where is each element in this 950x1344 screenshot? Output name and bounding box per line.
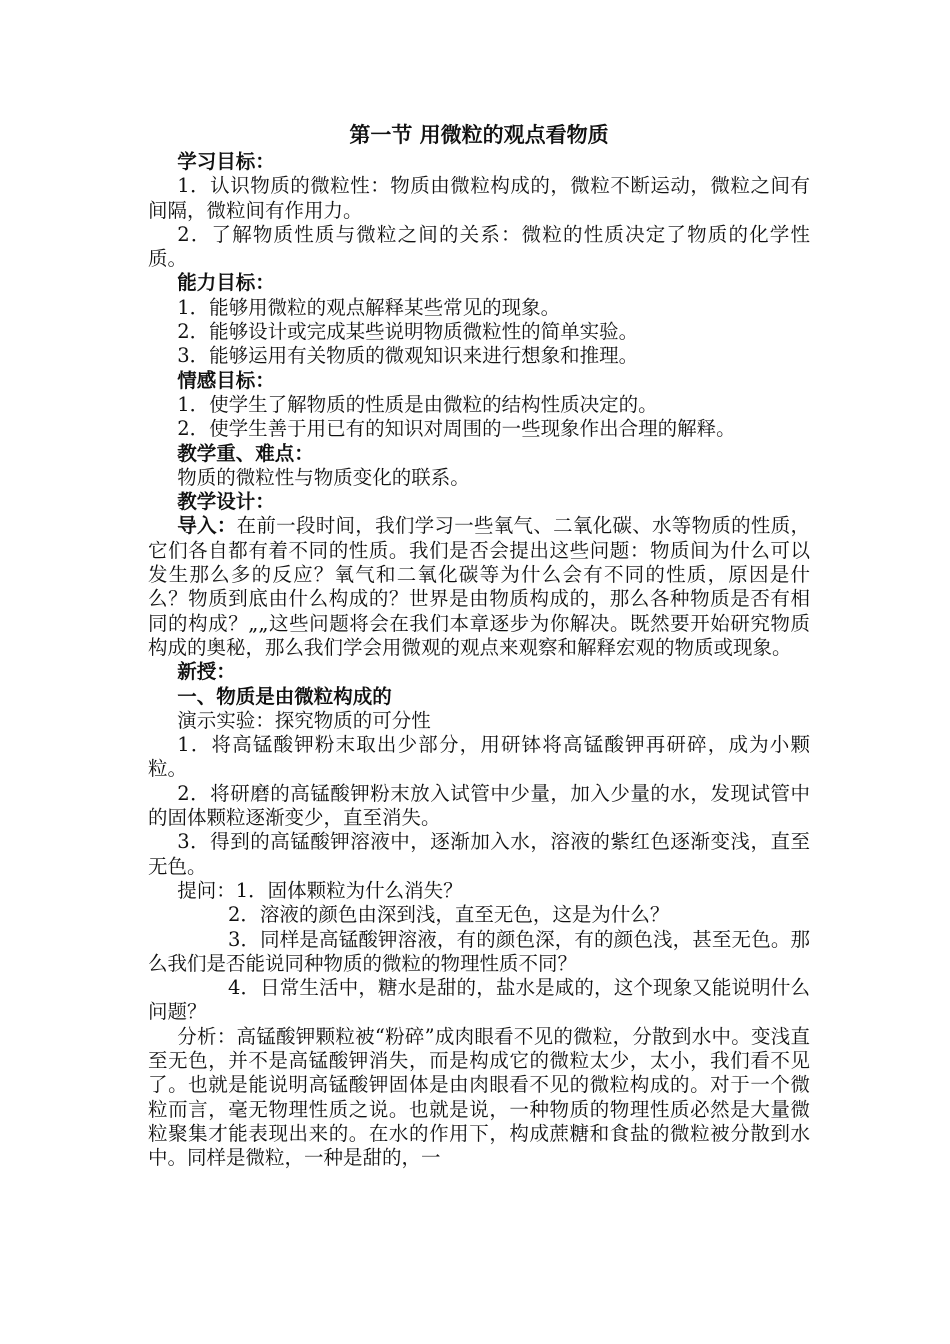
experiment-step: 3．得到的高锰酸钾溶液中，逐渐加入水，溶液的紫红色逐渐变浅，直至无色。 — [148, 830, 810, 878]
question-item: 3．同样是高锰酸钾溶液，有的颜色深，有的颜色浅，甚至无色。那么我们是否能说同种物质的微粒的物理性质不同？ — [148, 927, 810, 975]
ability-goal-item: 1．能够用微粒的观点解释某些常见的现象。 — [177, 295, 561, 319]
ability-goals-heading: 能力目标： — [177, 271, 275, 295]
learning-goals-heading: 学习目标： — [177, 150, 275, 173]
key-points-heading: 教学重、难点： — [177, 441, 314, 465]
demo-experiment: 演示实验：探究物质的可分性 — [177, 708, 431, 732]
ability-goal-item: 2．能够设计或完成某些说明物质微粒性的简单实验。 — [177, 320, 639, 344]
key-points-text: 物质的微粒性与物质变化的联系。 — [177, 465, 470, 489]
section-heading: 一、物质是由微粒构成的 — [177, 684, 392, 708]
new-lesson-heading: 新授： — [177, 660, 236, 684]
intro-text: 在前一段时间，我们学习一些氧气、二氧化碳、水等物质的性质，它们各自都有着不同的性质。我们是否会提出这些问题：物质间为什么可以发生那么多的反应？氧气和二氧化碳等为什么会有不同的性质，原因是什么？物质到底由什么构成的？世界是由物质构成的，那么各种物质是否有相同的构成？„„这些问题将会在我们本章逐步为你解决。既然要开始研究物质构成的奥秘，那么我们学会用微观的观点来观察和解释宏观的物质或现象。 — [148, 514, 810, 659]
experiment-step: 1．将高锰酸钾粉末取出少部分，用研钵将高锰酸钾再研碎，成为小颗粒。 — [148, 733, 810, 781]
ability-goal-item: 3．能够运用有关物质的微观知识来进行想象和推理。 — [177, 344, 639, 368]
learning-goal-item: 2．了解物质性质与微粒之间的关系：微粒的性质决定了物质的化学性质。 — [148, 222, 810, 271]
question-item: 2．溶液的颜色由深到浅，直至无色，这是为什么？ — [227, 903, 670, 927]
intro-label: 导入： — [177, 514, 237, 538]
question-item: 4．日常生活中，糖水是甜的，盐水是咸的，这个现象又能说明什么问题？ — [148, 976, 810, 1024]
page-title: 第一节 用微粒的观点看物质 — [349, 122, 609, 147]
experiment-step: 2．将研磨的高锰酸钾粉末放入试管中少量，加入少量的水，发现试管中的固体颗粒逐渐变少，直至消失。 — [148, 781, 810, 830]
question-item: 提问：1．固体颗粒为什么消失？ — [177, 878, 463, 902]
design-heading: 教学设计： — [177, 490, 275, 514]
intro-paragraph — [148, 514, 810, 660]
emotion-goals-heading: 情感目标： — [177, 368, 275, 392]
document-page — [148, 120, 810, 1170]
analysis-paragraph: 分析：高锰酸钾颗粒被“粉碎”成肉眼看不见的微粒，分散到水中。变浅直至无色，并不是高锰酸钾消失，而是构成它的微粒太少，太小，我们看不见了。也就是能说明高锰酸钾固体是由肉眼看不见的微粒构成的。对于一个微粒而言，毫无物理性质之说。也就是说，一种物质的物理性质必然是大量微粒聚集才能表现出来的。在水的作用下，构成蔗糖和食盐的微粒被分散到水中。同样是微粒，一种是甜的，一 — [148, 1024, 810, 1170]
emotion-goal-item: 2．使学生善于用已有的知识对周围的一些现象作出合理的解释。 — [177, 417, 736, 441]
learning-goal-item: 1．认识物质的微粒性：物质由微粒构成的，微粒不断运动，微粒之间有间隔，微粒间有作用力。 — [148, 174, 810, 222]
emotion-goal-item: 1．使学生了解物质的性质是由微粒的结构性质决定的。 — [177, 392, 658, 416]
